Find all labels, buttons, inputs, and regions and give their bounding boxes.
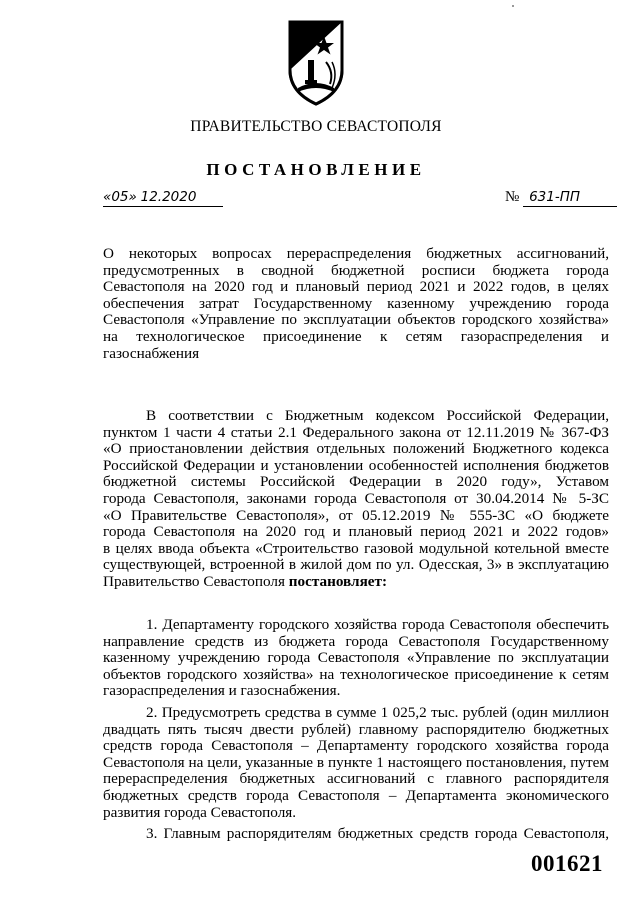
date-month-year: 12.2020 [140, 189, 197, 205]
date-day: 05 [111, 189, 129, 205]
clause-line: перераспределения бюджетных ассигнований с главного распорядителя [103, 771, 609, 788]
clause-line: средств города Севастополя – Департаменту городского хозяйства города [103, 738, 609, 755]
number-value: 631-ПП [529, 189, 581, 205]
subject-line: обеспечения затрат Государственному казенному учреждению города [103, 295, 609, 312]
clause-1 [103, 617, 609, 700]
preamble-final-line [103, 574, 609, 591]
clause-line: развития города Севастополя. [103, 804, 297, 821]
subject-line: Севастополя «Управление по эксплуатации объектов городского хозяйства» [103, 312, 609, 329]
preamble-line: бюджетной системы Российской Федерации в 2020 году», Уставом [103, 474, 609, 491]
clause-line: бюджетных средств города Севастополя – Департамента экономического [103, 787, 609, 804]
preamble-line: «О Правительстве Севастополя», от 05.12.2019 № 555-ЗС «О бюджете [103, 507, 609, 524]
organization-name: ПРАВИТЕЛЬСТВО СЕВАСТОПОЛЯ [190, 118, 442, 135]
preamble-line: города Севастополя, законами города Севастополя от 30.04.2014 № 5-ЗС [103, 490, 609, 507]
document-number [505, 189, 617, 207]
preamble-line: Правительство Севастополя [103, 573, 285, 590]
scan-artifact-dot [512, 5, 514, 7]
clause-line: объектов городского хозяйства» на технологическое присоединение к сетям [103, 666, 609, 683]
preamble-line: существующей, встроенной в жилой дом по ул. Одесская, 3» в эксплуатацию [103, 557, 609, 574]
preamble-line: «О приостановлении действия отдельных положений Бюджетного кодекса [103, 441, 609, 458]
clause-3 [103, 826, 609, 843]
clause-line: 3. Главным распорядителям бюджетных средств города Севастополя, [146, 826, 609, 842]
subject-line: Севастополя на 2020 год и плановый период 2021 и 2022 годов, в целях [103, 279, 609, 296]
preamble-line: В соответствии с Бюджетным кодексом Российской Федерации, [146, 408, 609, 424]
subject-line: газоснабжения [103, 345, 200, 362]
clause-line: казенному учреждению города Севастополя «Управление по эксплуатации [103, 650, 609, 667]
subject-line: О некоторых вопросах перераспределения бюджетных ассигнований, [103, 246, 609, 262]
document-subject [103, 246, 609, 362]
date-open-quote: « [103, 189, 112, 205]
sevastopol-coat-of-arms-icon [286, 18, 346, 108]
clause-line: 1. Департаменту городского хозяйства города Севастополя обеспечить [146, 617, 609, 633]
clause-line: 2. Предусмотреть средства в сумме 1 025,2 тыс. рублей (один миллион [146, 705, 609, 721]
clause-2 [103, 705, 609, 821]
resolves-keyword: постановляет: [288, 573, 388, 590]
preamble-line: пунктом 1 части 4 статьи 2.1 Федерального закона от 12.11.2019 № 367-ФЗ [103, 424, 609, 441]
page-serial-number: 001621 [531, 851, 603, 876]
preamble-line: в целях ввода объекта «Строительство газовой модульной котельной вместе [103, 540, 609, 557]
preamble-line: Российской Федерации и установлении особенностей исполнения бюджетов [103, 457, 609, 474]
preamble-paragraph [103, 408, 609, 591]
clause-line: направление средств из бюджета города Севастополя Государственному [103, 633, 609, 650]
clause-line: Севастополя на цели, указанные в пункте 1 настоящего постановления, путем [103, 754, 609, 771]
document-date [103, 189, 223, 207]
date-close-quote: » [128, 189, 137, 205]
document-type-title: ПОСТАНОВЛЕНИЕ [206, 160, 426, 179]
clause-line: двадцать пять тысяч двести рублей) главному распорядителю бюджетных [103, 721, 609, 738]
number-sign: № [505, 189, 520, 205]
preamble-line: города Севастополя на 2020 год и плановый период 2021 и 2022 годов» [103, 524, 609, 541]
clause-line: газораспределения и газоснабжения. [103, 683, 341, 700]
subject-line: предусмотренных в сводной бюджетной росписи бюджета города [103, 262, 609, 279]
subject-line: на технологическое присоединение к сетям газораспределения и [103, 328, 609, 345]
